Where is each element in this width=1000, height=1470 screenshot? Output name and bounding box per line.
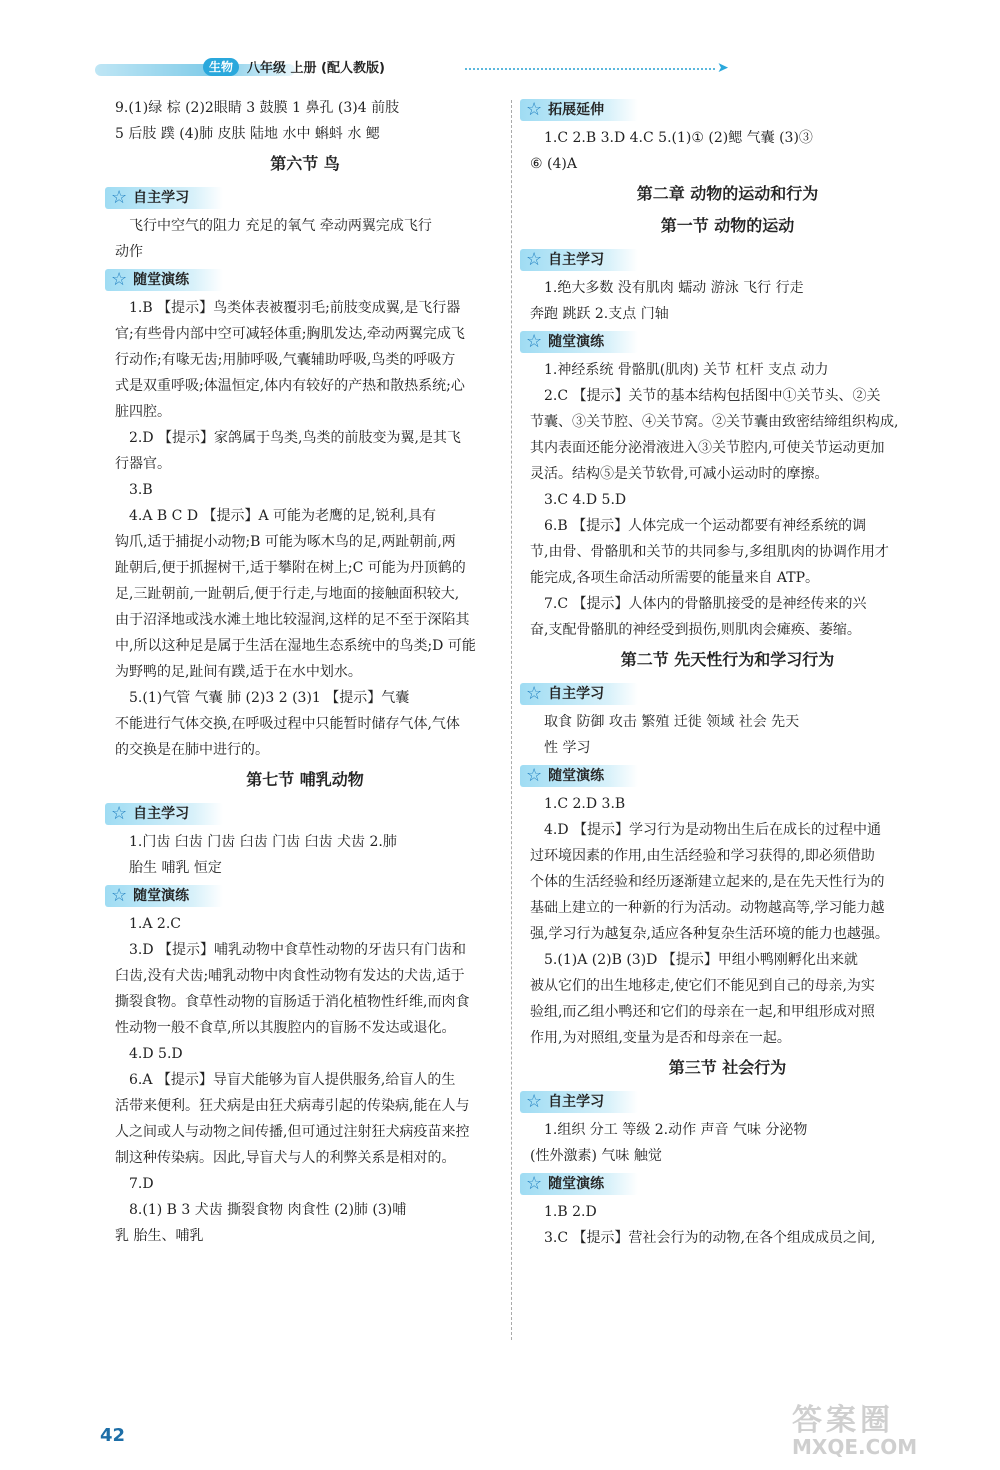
left-column — [111, 95, 495, 1249]
answer-line: 为野鸭的足,趾间有蹼,适于在水中划水。 — [115, 664, 362, 680]
section-tag — [520, 331, 638, 353]
answer-line: 4.D 5.D — [129, 1046, 183, 1062]
section-tag — [105, 269, 223, 291]
answer-line: 3.B — [129, 482, 153, 498]
answer-line: 官;有些骨内部中空可减轻体重;胸肌发达,牵动两翼完成飞 — [115, 326, 465, 342]
section-tag-label: 随堂演练 — [133, 272, 190, 288]
answer-line: 1.C 2.D 3.B — [544, 796, 626, 812]
answer-line: 灵活。结构⑤是关节软骨,可减小运动时的摩擦。 — [530, 466, 829, 482]
answer-line: 钩爪,适于捕捉小动物;B 可能为啄木鸟的足,两趾朝前,两 — [115, 534, 456, 550]
section-title: 第三节 社会行为 — [668, 1058, 787, 1077]
watermark-logo — [792, 1395, 972, 1465]
answer-line: 9.(1)绿 棕 (2)2眼睛 3 鼓膜 1 鼻孔 (3)4 前肢 — [115, 100, 400, 116]
section-tag-label: 自主学习 — [133, 190, 190, 206]
answer-line: 过环境因素的作用,由生活经验和学习获得的,即必须借助 — [530, 848, 875, 864]
answer-line: 3.D 【提示】哺乳动物中食草性动物的牙齿只有门齿和 — [129, 942, 467, 958]
answer-line: 7.C 【提示】人体内的骨骼肌接受的是神经传来的兴 — [544, 596, 867, 612]
answer-line: 1.A 2.C — [129, 916, 181, 932]
star-icon: ☆ — [526, 99, 543, 120]
section-tag-label: 自主学习 — [548, 686, 605, 702]
answer-line: 1.组织 分工 等级 2.动作 声音 气味 分泌物 — [544, 1122, 808, 1138]
answer-line: 动作 — [115, 244, 143, 260]
section-tag-label: 拓展延伸 — [548, 102, 605, 118]
answer-line: 3.C 4.D 5.D — [544, 492, 627, 508]
answer-line: 乳 胎生、哺乳 — [115, 1228, 204, 1244]
section-tag — [105, 187, 223, 209]
answer-line: 性动物一般不食草,所以其腹腔内的盲肠不发达或退化。 — [115, 1020, 456, 1036]
answer-line: 奋,支配骨骼肌的神经受到损伤,则肌肉会瘫痪、萎缩。 — [530, 622, 861, 638]
answer-line: 基础上建立的一种新的行为活动。动物越高等,学习能力越 — [530, 900, 885, 916]
subject-badge: 生物 — [203, 58, 239, 76]
answer-line: 足,三趾朝前,一趾朝后,便于行走,与地面的接触面积较大, — [115, 586, 460, 602]
star-icon: ☆ — [111, 187, 128, 208]
answer-line: 4.D 【提示】学习行为是动物出生后在成长的过程中通 — [544, 822, 882, 838]
answer-line: 验组,而乙组小鸭还和它们的母亲在一起,和甲组形成对照 — [530, 1004, 875, 1020]
answer-line: 6.B 【提示】人体完成一个运动都要有神经系统的调 — [544, 518, 867, 534]
answer-line: 取食 防御 攻击 繁殖 迁徙 领域 社会 先天 — [544, 714, 800, 730]
section-tag — [520, 1173, 638, 1195]
watermark-text: 答案圈 — [792, 1403, 894, 1438]
answer-line: 4.A B C D 【提示】A 可能为老鹰的足,锐利,具有 — [129, 508, 436, 524]
answer-line: 5.(1)A (2)B (3)D 【提示】甲组小鸭刚孵化出来就 — [544, 952, 858, 968]
section-tag — [105, 885, 223, 907]
answer-line: 行器官。 — [115, 456, 171, 472]
answer-line: 6.A 【提示】导盲犬能够为盲人提供服务,给盲人的生 — [129, 1072, 456, 1088]
answer-line: 1.C 2.B 3.D 4.C 5.(1)① (2)鳃 气囊 (3)③ — [544, 130, 813, 146]
star-icon: ☆ — [526, 249, 543, 270]
fish-icon: ➤ — [717, 60, 729, 76]
section-tag-label: 自主学习 — [133, 806, 190, 822]
star-icon: ☆ — [526, 1091, 543, 1112]
section-tag-label: 随堂演练 — [548, 768, 605, 784]
star-icon: ☆ — [111, 269, 128, 290]
star-icon: ☆ — [526, 683, 543, 704]
answer-line: 1.门齿 臼齿 门齿 臼齿 门齿 臼齿 犬齿 2.肺 — [129, 834, 397, 850]
section-tag — [520, 765, 638, 787]
answer-line: 奔跑 跳跃 2.支点 门轴 — [530, 306, 669, 322]
page-number: 42 — [100, 1425, 126, 1446]
answer-line: 节囊、③关节腔、④关节窝。②关节囊由致密结缔组织构成, — [530, 414, 899, 430]
answer-line: 制这种传染病。因此,导盲犬与人的利弊关系是相对的。 — [115, 1150, 456, 1166]
answer-line: 其内表面还能分泌滑液进入③关节腔内,可使关节运动更加 — [530, 440, 885, 456]
answer-line: 1.神经系统 骨骼肌(肌肉) 关节 杠杆 支点 动力 — [544, 362, 829, 378]
watermark-url: MXQE.COM — [792, 1435, 918, 1459]
answer-line: ⑥ (4)A — [530, 156, 577, 172]
answer-line: 趾朝后,便于抓握树干,适于攀附在树上;C 可能为丹顶鹤的 — [115, 560, 466, 576]
answer-line: 中,所以这种足是属于生活在湿地生态系统中的鸟类;D 可能 — [115, 638, 476, 654]
section-tag-label: 自主学习 — [548, 252, 605, 268]
answer-line: 飞行中空气的阻力 充足的氧气 牵动两翼完成飞行 — [129, 218, 432, 234]
star-icon: ☆ — [526, 1173, 543, 1194]
answer-line: 胎生 哺乳 恒定 — [129, 860, 222, 876]
answer-line: 5.(1)气管 气囊 肺 (2)3 2 (3)1 【提示】气囊 — [129, 690, 410, 706]
section-tag-label: 随堂演练 — [548, 334, 605, 350]
section-tag-label: 自主学习 — [548, 1094, 605, 1110]
section-title: 第六节 鸟 — [270, 154, 340, 173]
answer-line: 作用,为对照组,变量为是否和母亲在一起。 — [530, 1030, 791, 1046]
answer-line: 强,学习行为越复杂,适应各种复杂生活环境的能力也越强。 — [530, 926, 889, 942]
section-title: 第一节 动物的运动 — [660, 216, 795, 235]
answer-line: 3.C 【提示】营社会行为的动物,在各个组成成员之间, — [544, 1230, 876, 1246]
answer-line: 式是双重呼吸;体温恒定,体内有较好的产热和散热系统;心 — [115, 378, 465, 394]
answer-line: 个体的生活经验和经历逐渐建立起来的,是在先天性行为的 — [530, 874, 885, 890]
answer-line: 性 学习 — [544, 740, 591, 756]
answer-line: 撕裂食物。食草性动物的盲肠适于消化植物性纤维,而肉食 — [115, 994, 470, 1010]
answer-line: 脏四腔。 — [115, 404, 171, 420]
star-icon: ☆ — [111, 885, 128, 906]
answer-line: 8.(1) B 3 犬齿 撕裂食物 肉食性 (2)肺 (3)哺 — [129, 1202, 407, 1218]
page-header — [95, 52, 735, 82]
section-tag-label: 随堂演练 — [548, 1176, 605, 1192]
section-tag — [105, 803, 223, 825]
answer-line: 的交换是在肺中进行的。 — [115, 742, 269, 758]
section-title: 第二章 动物的运动和行为 — [636, 184, 819, 203]
answer-line: 7.D — [129, 1176, 154, 1192]
section-tag-label: 随堂演练 — [133, 888, 190, 904]
answer-line: 由于沼泽地或浅水滩土地比较湿润,这样的足不至于深陷其 — [115, 612, 470, 628]
answer-line: 5 后肢 蹼 (4)肺 皮肤 陆地 水中 蝌蚪 水 鳃 — [115, 126, 380, 142]
answer-line: 2.D 【提示】家鸽属于鸟类,鸟类的前肢变为翼,是其飞 — [129, 430, 461, 446]
column-divider — [511, 100, 512, 1340]
section-title: 第七节 哺乳动物 — [246, 770, 364, 789]
answer-line: 1.B 【提示】鸟类体表被覆羽毛;前肢变成翼,是飞行器 — [129, 300, 461, 316]
answer-line: 节,由骨、骨骼肌和关节的共同参与,多组肌肉的协调作用才 — [530, 544, 889, 560]
section-tag — [520, 683, 638, 705]
answer-line: 行动作;有喙无齿;用肺呼吸,气囊辅助呼吸,鸟类的呼吸方 — [115, 352, 456, 368]
star-icon: ☆ — [526, 765, 543, 786]
answer-line: 被从它们的出生地移走,使它们不能见到自己的母亲,为实 — [530, 978, 875, 994]
section-tag — [520, 249, 638, 271]
answer-line: 活带来便利。狂犬病是由狂犬病毒引起的传染病,能在人与 — [115, 1098, 470, 1114]
right-column — [526, 95, 925, 1251]
book-info: 八年级 上册 (配人教版) — [247, 61, 385, 76]
answer-line: (性外激素) 气味 触觉 — [530, 1148, 662, 1164]
answer-line: 能完成,各项生命活动所需要的能量来自 ATP。 — [530, 570, 820, 586]
answer-line: 臼齿,没有犬齿;哺乳动物中肉食性动物有发达的犬齿,适于 — [115, 968, 465, 984]
section-tag — [520, 99, 638, 121]
answer-line: 2.C 【提示】关节的基本结构包括图中①关节头、②关 — [544, 388, 881, 404]
answer-line: 不能进行气体交换,在呼吸过程中只能暂时储存气体,气体 — [115, 716, 460, 732]
section-tag — [520, 1091, 638, 1113]
star-icon: ☆ — [526, 331, 543, 352]
header-dotted-line — [465, 68, 715, 70]
answer-line: 人之间或人与动物之间传播,但可通过注射狂犬病疫苗来控 — [115, 1124, 470, 1140]
star-icon: ☆ — [111, 803, 128, 824]
section-title: 第二节 先天性行为和学习行为 — [620, 650, 835, 669]
answer-line: 1.绝大多数 没有肌肉 蠕动 游泳 飞行 行走 — [544, 280, 804, 296]
answer-line: 1.B 2.D — [544, 1204, 597, 1220]
